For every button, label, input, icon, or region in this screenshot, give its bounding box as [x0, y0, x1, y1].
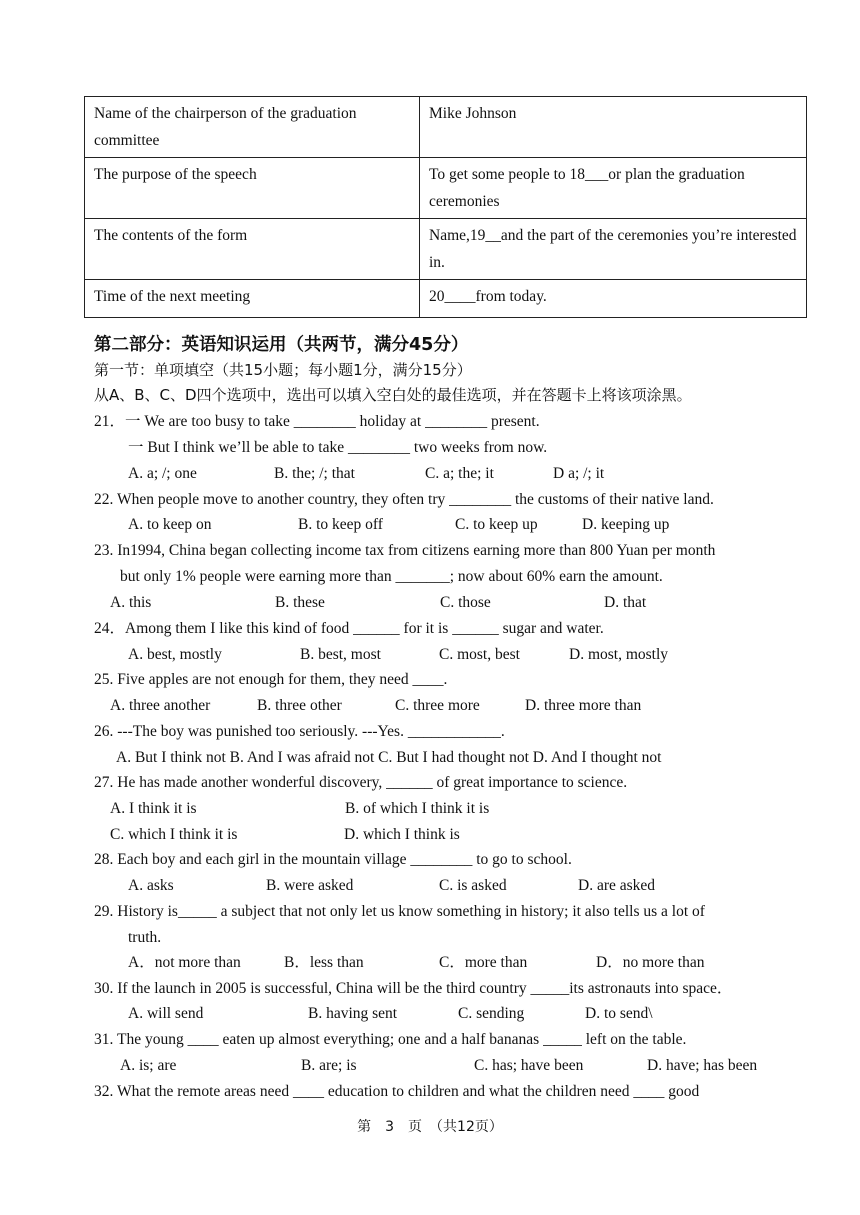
section-title: 第二部分：英语知识运用（共两节，满分45分） [94, 335, 469, 355]
option-c: C. which I think it is [110, 826, 238, 843]
option-d: D. most, mostly [569, 646, 669, 663]
option-a: A. will send [128, 1005, 204, 1022]
option-c: C. sending [458, 1005, 525, 1022]
option-d: D. that [604, 594, 647, 611]
question-29: 29. History is_____ a subject that not only let us know something in history; it also tells us a lot of [94, 903, 705, 920]
question-25: 25. Five apples are not enough for them, they need ____. [94, 671, 448, 688]
section-subtitle: 第一节：单项填空（共15小题；每小题1分，满分15分） [94, 361, 472, 379]
option-d: D a; /; it [553, 465, 605, 482]
question-28: 28. Each boy and each girl in the mountain village ________ to go to school. [94, 851, 572, 868]
option-d: D. keeping up [582, 516, 670, 533]
option-d: D. are asked [578, 877, 656, 894]
info-table [84, 96, 807, 318]
option-b: B．less than [284, 954, 364, 971]
option-d: D. to send\ [585, 1005, 653, 1022]
option-d: D. three more than [525, 697, 642, 714]
question-29-line2: truth. [128, 929, 162, 946]
option-b: B. were asked [266, 877, 354, 894]
question-22: 22. When people move to another country, they often try ________ the customs of their native land. [94, 491, 714, 508]
table-row [85, 219, 807, 280]
option-c: C. to keep up [455, 516, 538, 533]
question-21: 21．一 We are too busy to take ________ holiday at ________ present. [94, 413, 540, 430]
option-d: D．no more than [596, 954, 705, 971]
row-label: Time of the next meeting [85, 280, 420, 318]
option-a: A. this [110, 594, 152, 611]
row-value: Name,19__and the part of the ceremonies you’re interested in. [420, 219, 807, 280]
option-b: B. to keep off [298, 516, 383, 533]
question-21-line2: 一 But I think we’ll be able to take ________ two weeks from now. [128, 439, 548, 456]
option-b: B. are; is [301, 1057, 357, 1074]
question-24: 24．Among them I like this kind of food ______ for it is ______ sugar and water. [94, 620, 604, 637]
row-value: To get some people to 18___or plan the graduation ceremonies [420, 158, 807, 219]
section-instruction: 从A、B、C、D四个选项中，选出可以填入空白处的最佳选项，并在答题卡上将该项涂黑。 [94, 386, 692, 404]
option-b: B. these [275, 594, 325, 611]
option-c: C. is asked [439, 877, 507, 894]
option-a: A. a; /; one [128, 465, 197, 482]
option-a: A. asks [128, 877, 174, 894]
question-26: 26. ---The boy was punished too seriously. ---Yes. ____________. [94, 723, 505, 740]
table-row [85, 97, 807, 158]
question-30: 30. If the launch in 2005 is successful, China will be the third country _____its astronauts into space． [94, 980, 733, 997]
option-a: A. is; are [120, 1057, 177, 1074]
option-c: C. a; the; it [425, 465, 494, 482]
question-26-options: A. But I think not B. And I was afraid not C. But I had thought not D. And I thought not [116, 749, 662, 766]
option-c: C. those [440, 594, 491, 611]
option-b: B. having sent [308, 1005, 398, 1022]
option-d: D. which I think is [344, 826, 460, 843]
row-label: Name of the chairperson of the graduation committee [85, 97, 420, 158]
option-a: A. three another [110, 697, 211, 714]
row-label: The purpose of the speech [85, 158, 420, 219]
option-c: C. most, best [439, 646, 520, 663]
page-footer: 第 3 页 （共12页） [357, 1119, 503, 1135]
question-31: 31. The young ____ eaten up almost everything; one and a half bananas _____ left on the table. [94, 1031, 687, 1048]
table-row [85, 280, 807, 318]
option-b: B. three other [257, 697, 342, 714]
question-27: 27. He has made another wonderful discovery, ______ of great importance to science. [94, 774, 628, 791]
option-a: A. best, mostly [128, 646, 222, 663]
option-c: C．more than [439, 954, 528, 971]
question-23-line2: but only 1% people were earning more than _______; now about 60% earn the amount. [120, 568, 663, 585]
row-label: The contents of the form [85, 219, 420, 280]
option-b: B. best, most [300, 646, 381, 663]
row-value: 20____from today. [420, 280, 807, 318]
row-value: Mike Johnson [420, 97, 807, 158]
option-a: A．not more than [128, 954, 241, 971]
option-a: A. I think it is [110, 800, 197, 817]
question-32: 32. What the remote areas need ____ education to children and what the children need ____ good [94, 1083, 700, 1100]
question-23: 23. In1994, China began collecting income tax from citizens earning more than 800 Yuan per month [94, 542, 716, 559]
option-b: B. of which I think it is [345, 800, 490, 817]
option-d: D. have; has been [647, 1057, 758, 1074]
option-a: A. to keep on [128, 516, 212, 533]
option-c: C. three more [395, 697, 480, 714]
option-c: C. has; have been [474, 1057, 584, 1074]
option-b: B. the; /; that [274, 465, 355, 482]
table-row [85, 158, 807, 219]
